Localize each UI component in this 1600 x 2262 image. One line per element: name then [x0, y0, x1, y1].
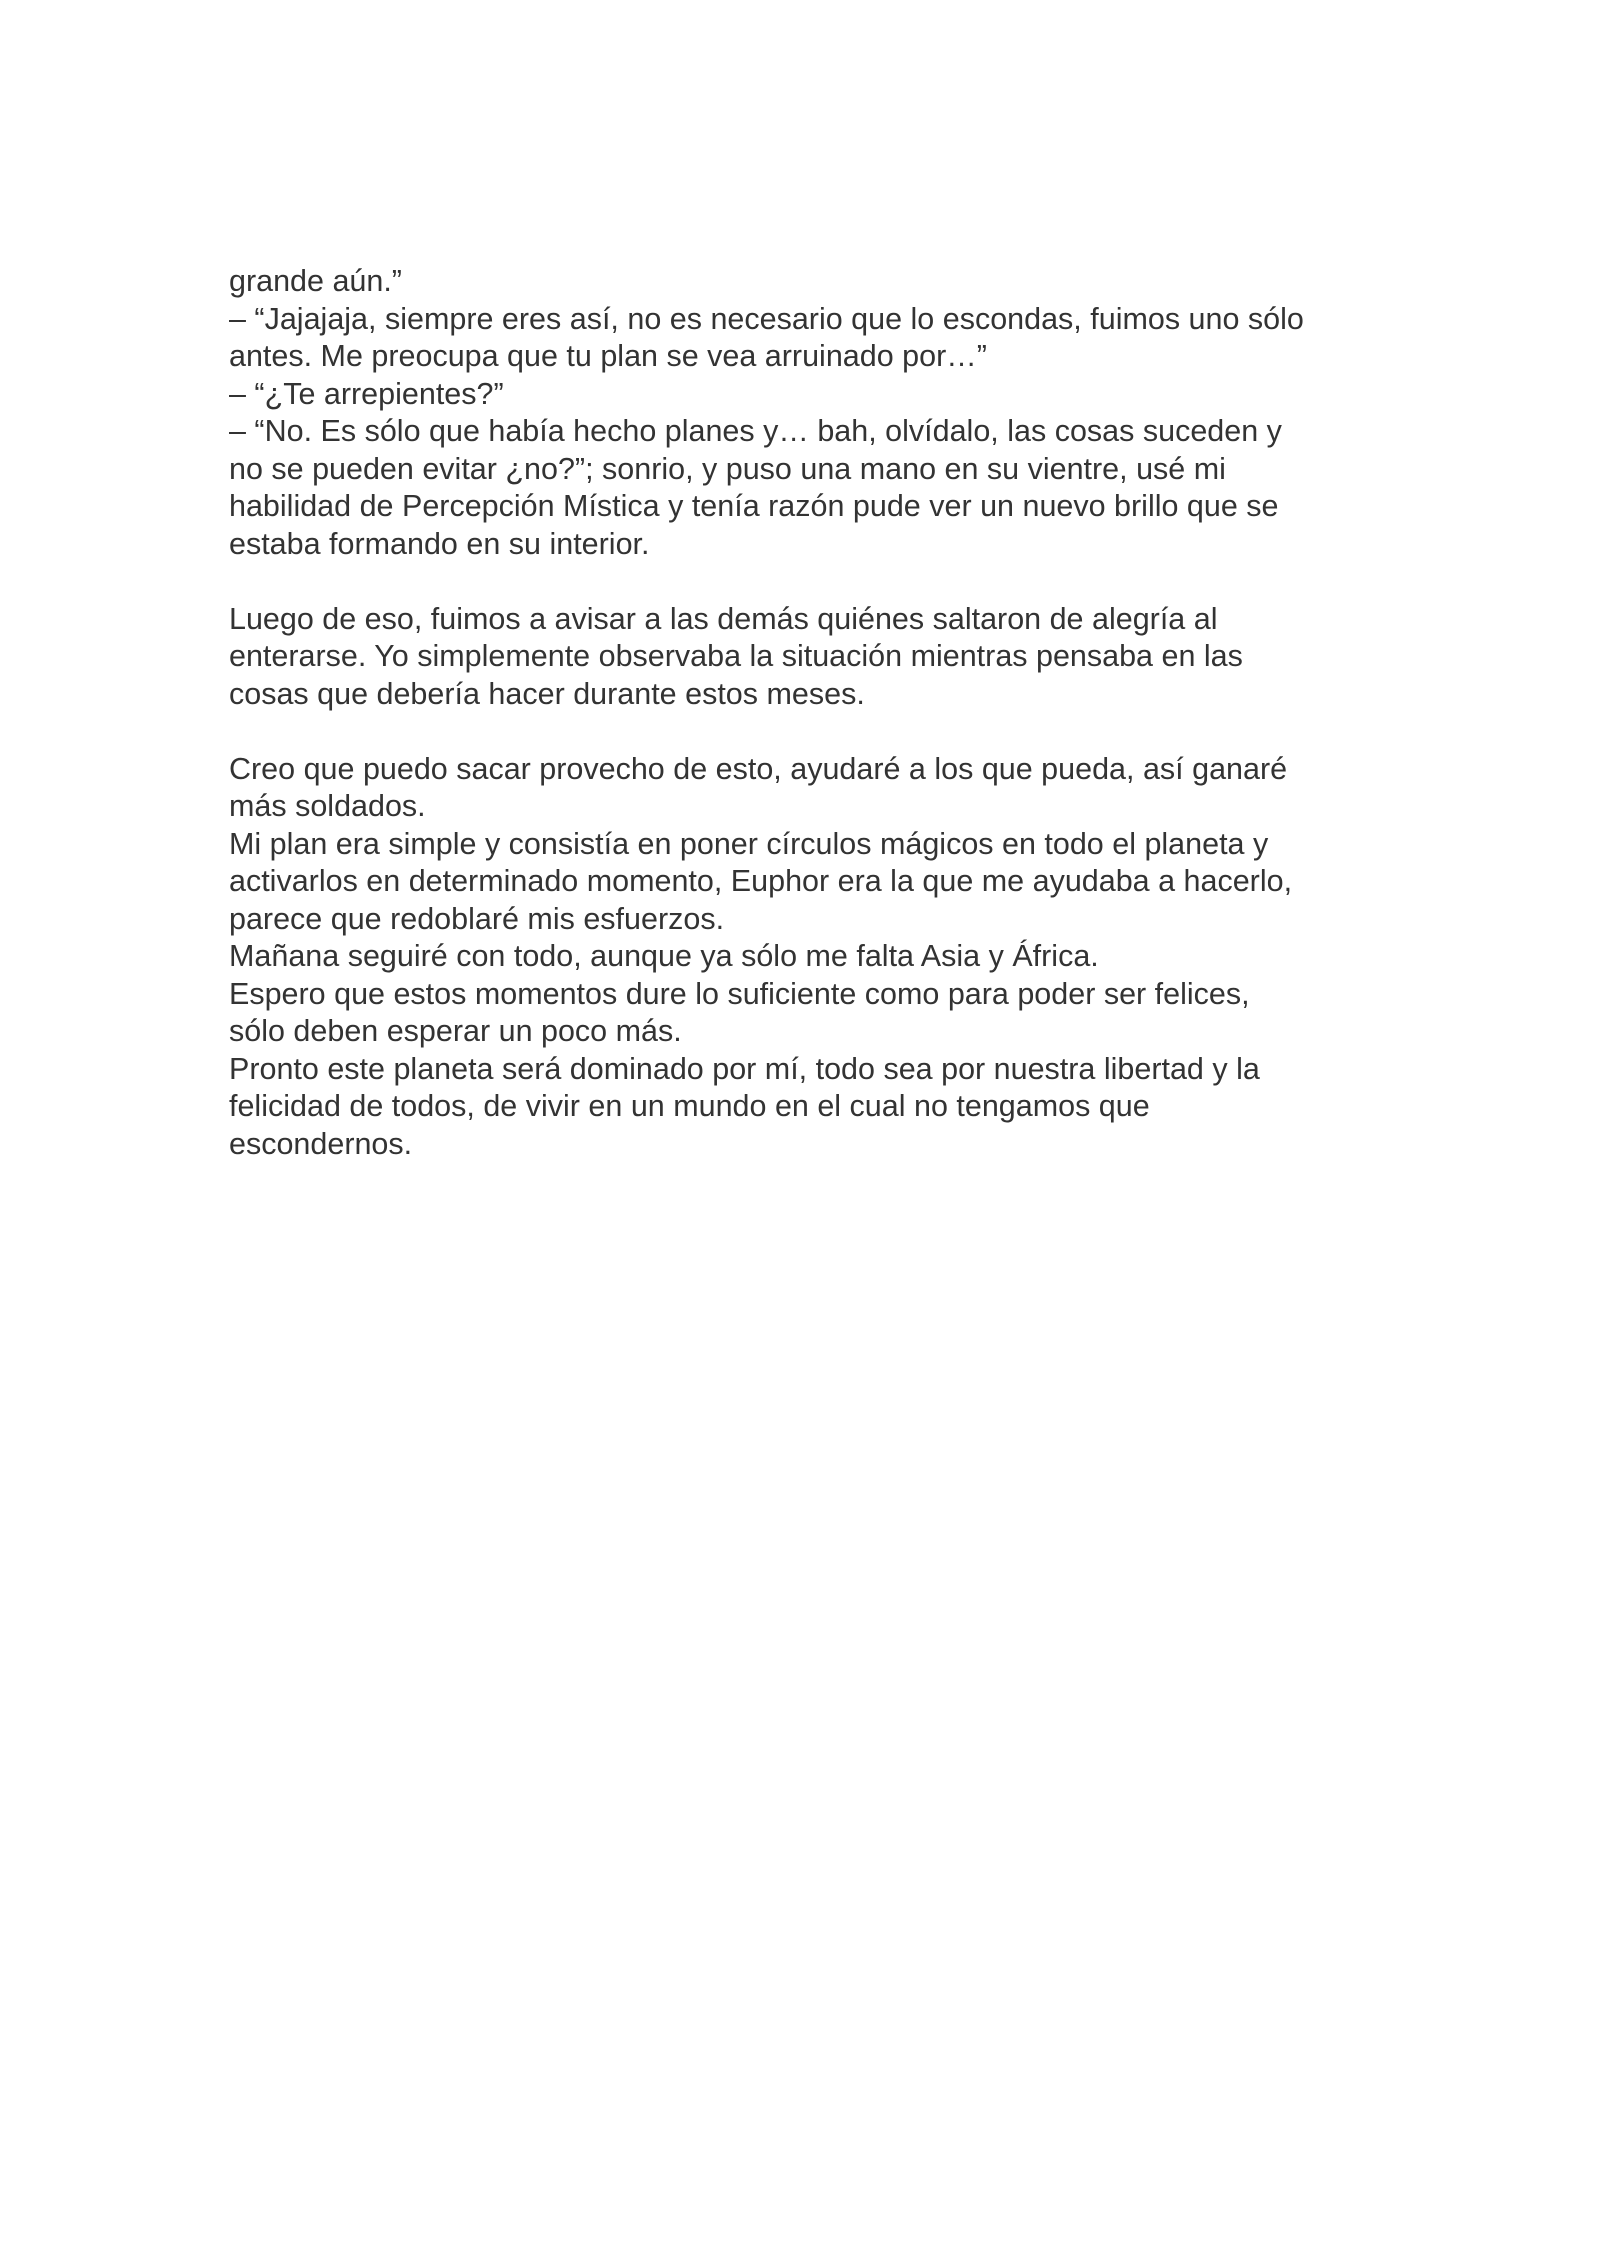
text-line: Creo que puedo sacar provecho de esto, ayudaré a los que pueda, así ganaré: [229, 751, 1288, 786]
paragraph-spacer: [229, 563, 1389, 601]
text-line: – “No. Es sólo que había hecho planes y… bah, olvídalo, las cosas suceden y: [229, 414, 1282, 448]
text-line: – “Jajajaja, siempre eres así, no es necesario que lo escondas, fuimos uno sólo: [229, 301, 1304, 336]
text-line: cosas que debería hacer durante estos meses.: [229, 676, 865, 711]
text-line: Mañana seguiré con todo, aunque ya sólo me falta Asia y África.: [229, 939, 1099, 973]
text-line: Mi plan era simple y consistía en poner círculos mágicos en todo el planeta y: [229, 826, 1269, 861]
text-line: – “¿Te arrepientes?”: [229, 376, 504, 411]
text-line: más soldados.: [229, 789, 426, 823]
text-line: escondernos.: [229, 1126, 413, 1161]
text-line: felicidad de todos, de vivir en un mundo en el cual no tengamos que: [229, 1089, 1150, 1123]
text-line: no se pueden evitar ¿no?”; sonrio, y puso una mano en su vientre, usé mi: [229, 451, 1226, 486]
text-line: antes. Me preocupa que tu plan se vea arruinado por…”: [229, 339, 987, 373]
text-line: Luego de eso, fuimos a avisar a las demás quiénes saltaron de alegría al: [229, 601, 1218, 636]
document-body: [229, 263, 1389, 1163]
paragraph-announcement: [229, 601, 1389, 714]
text-line: estaba formando en su interior.: [229, 526, 650, 561]
paragraph-dialogue: [229, 263, 1389, 563]
text-line: parece que redoblaré mis esfuerzos.: [229, 901, 725, 936]
text-line: grande aún.”: [229, 264, 402, 298]
paragraph-plan: [229, 751, 1389, 1164]
text-line: Pronto este planeta será dominado por mí, todo sea por nuestra libertad y la: [229, 1051, 1260, 1086]
text-line: enterarse. Yo simplemente observaba la situación mientras pensaba en las: [229, 639, 1243, 673]
paragraph-spacer: [229, 713, 1389, 751]
text-line: habilidad de Percepción Mística y tenía razón pude ver un nuevo brillo que se: [229, 489, 1279, 523]
text-line: activarlos en determinado momento, Euphor era la que me ayudaba a hacerlo,: [229, 864, 1293, 898]
text-line: sólo deben esperar un poco más.: [229, 1014, 682, 1048]
text-line: Espero que estos momentos dure lo suficiente como para poder ser felices,: [229, 976, 1250, 1011]
